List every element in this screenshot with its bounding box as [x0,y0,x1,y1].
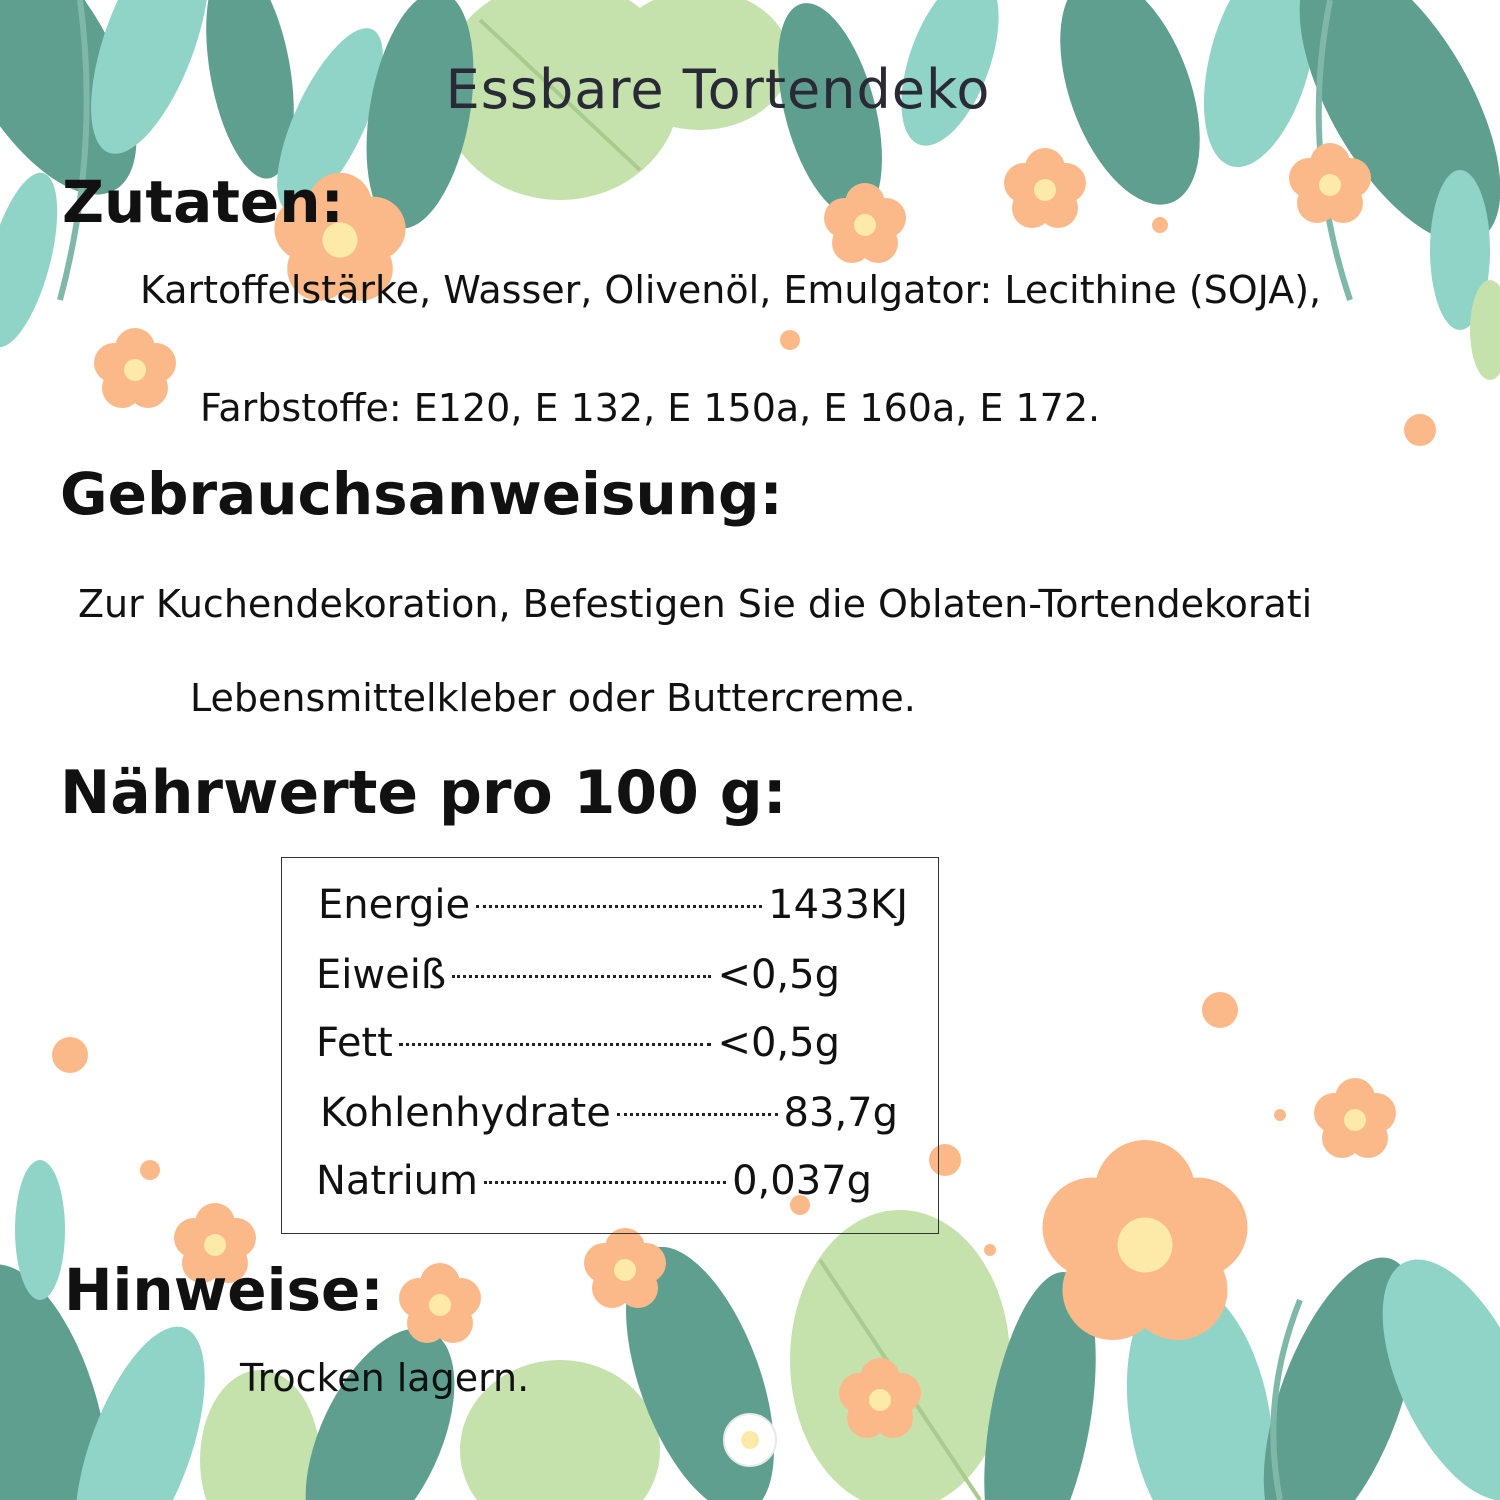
top-right-leaves [1033,0,1500,380]
nutrition-label: Fett [316,1020,393,1066]
ingredients-heading: Zutaten: [62,168,344,236]
nutrition-row-protein [316,952,840,998]
instructions-line-2: Lebensmittelkleber oder Buttercreme. [190,676,916,720]
dot-leader [617,1113,778,1116]
dot-leader [484,1181,726,1184]
nutrition-value: 1433KJ [768,882,908,928]
instructions-heading: Gebrauchsanweisung: [60,460,783,528]
nutrition-value: <0,5g [717,1020,840,1066]
dot-leader [452,975,711,978]
nutrition-label: Kohlenhydrate [320,1090,611,1136]
nutrition-heading: Nährwerte pro 100 g: [60,758,787,828]
nutrition-label: Energie [318,882,471,928]
ingredients-line-2: Farbstoffe: E120, E 132, E 150a, E 160a, E 172. [200,386,1101,430]
nutrition-value: 83,7g [783,1090,898,1136]
bottom-center-leaves [460,1210,1115,1500]
page-title: Essbare Tortendeko [445,58,991,121]
instructions-line-1: Zur Kuchendekoration, Befestigen Sie die Oblaten-Tortendekorati [78,582,1313,626]
notes-heading: Hinweise: [64,1256,384,1324]
nutrition-value: <0,5g [717,952,840,998]
nutrition-row-carbohydrates [320,1090,898,1136]
dot-leader [476,905,762,908]
ingredients-line-1: Kartoffelstärke, Wasser, Olivenöl, Emulgator: Lecithine (SOJA), [140,268,1322,312]
nutrition-label: Eiweiß [316,952,447,998]
nutrition-row-sodium [316,1158,872,1204]
nutrition-table [281,857,939,1234]
dot-leader [399,1043,712,1046]
notes-line-1: Trocken lagern. [240,1356,530,1400]
nutrition-row-energy [318,882,908,928]
nutrition-label: Natrium [316,1158,478,1204]
nutrition-value: 0,037g [732,1158,872,1204]
nutrition-row-fat [316,1020,840,1066]
